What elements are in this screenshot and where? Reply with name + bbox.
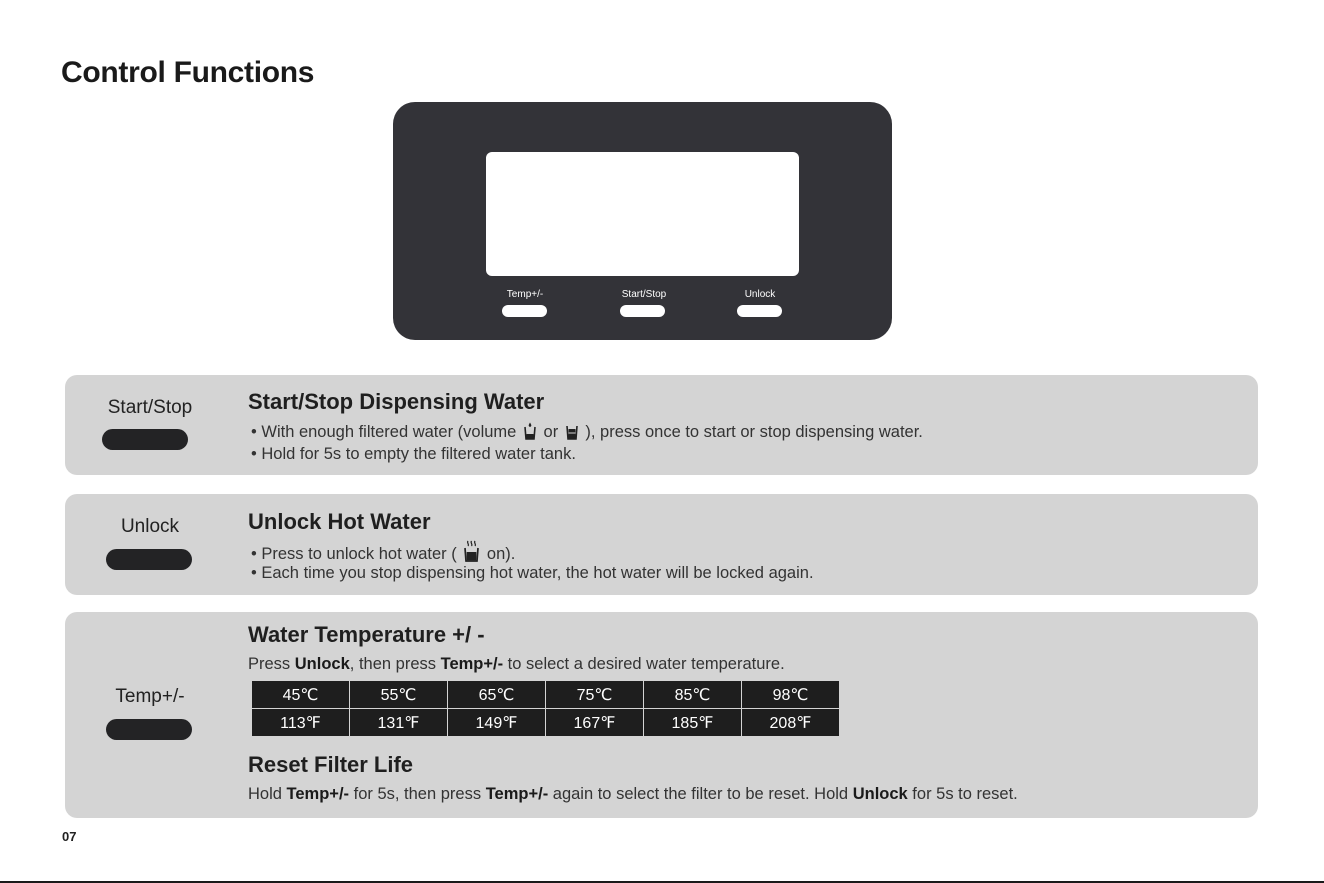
panel-start-stop-label: Start/Stop [621,289,667,300]
start-stop-key-pill [102,429,188,450]
temperature-card [65,612,1258,818]
table-cell: 65℃ [448,681,546,709]
unlock-line-1: • Press to unlock hot water ( on). [251,540,515,566]
page-number: 07 [62,829,77,844]
hot-water-cup-icon [463,540,480,566]
start-stop-line-2: • Hold for 5s to empty the filtered water tank. [251,445,576,463]
panel-temp-button[interactable] [502,305,547,317]
start-stop-card [65,375,1258,475]
bullet: • [251,445,257,463]
table-cell: 167℉ [546,709,644,737]
table-cell: 149℉ [448,709,546,737]
temperature-description: Press Unlock, then press Temp+/- to select a desired water temperature. [248,655,785,673]
table-cell: 55℃ [350,681,448,709]
bullet: • [251,564,257,582]
reset-filter-description: Hold Temp+/- for 5s, then press Temp+/- again to select the filter to be reset. Hold Unlock for 5s to reset. [248,785,1018,803]
table-row-celsius [252,681,840,709]
table-cell: 113℉ [252,709,350,737]
unlock-key-label: Unlock [120,516,180,537]
unlock-line-2: • Each time you stop dispensing hot water, the hot water will be locked again. [251,564,814,582]
unlock-card [65,494,1258,595]
panel-unlock-label: Unlock [744,289,776,300]
temperature-table [251,680,840,737]
table-cell: 131℉ [350,709,448,737]
bullet: • [251,423,257,441]
cup-low-water-icon [523,422,537,444]
panel-start-stop-button[interactable] [620,305,665,317]
table-cell: 45℃ [252,681,350,709]
page-title: Control Functions [61,56,315,89]
reset-filter-heading: Reset Filter Life [248,752,414,777]
start-stop-key-label: Start/Stop [107,397,193,418]
display-screen [486,152,799,276]
temp-key-pill [106,719,192,740]
temp-key-label: Temp+/- [115,686,185,707]
table-cell: 98℃ [742,681,840,709]
bullet: • [251,545,257,563]
panel-temp-label: Temp+/- [506,289,544,300]
control-panel-illustration [393,102,892,340]
table-cell: 75℃ [546,681,644,709]
unlock-heading: Unlock Hot Water [248,509,431,534]
start-stop-heading: Start/Stop Dispensing Water [248,389,545,414]
table-row-fahrenheit [252,709,840,737]
start-stop-line-1: • With enough filtered water (volume or ), press once to start or stop dispensing water. [251,422,923,444]
table-cell: 185℉ [644,709,742,737]
unlock-key-pill [106,549,192,570]
table-cell: 208℉ [742,709,840,737]
table-cell: 85℃ [644,681,742,709]
temperature-heading: Water Temperature +/ - [248,622,485,647]
panel-unlock-button[interactable] [737,305,782,317]
cup-full-water-icon [565,424,579,444]
